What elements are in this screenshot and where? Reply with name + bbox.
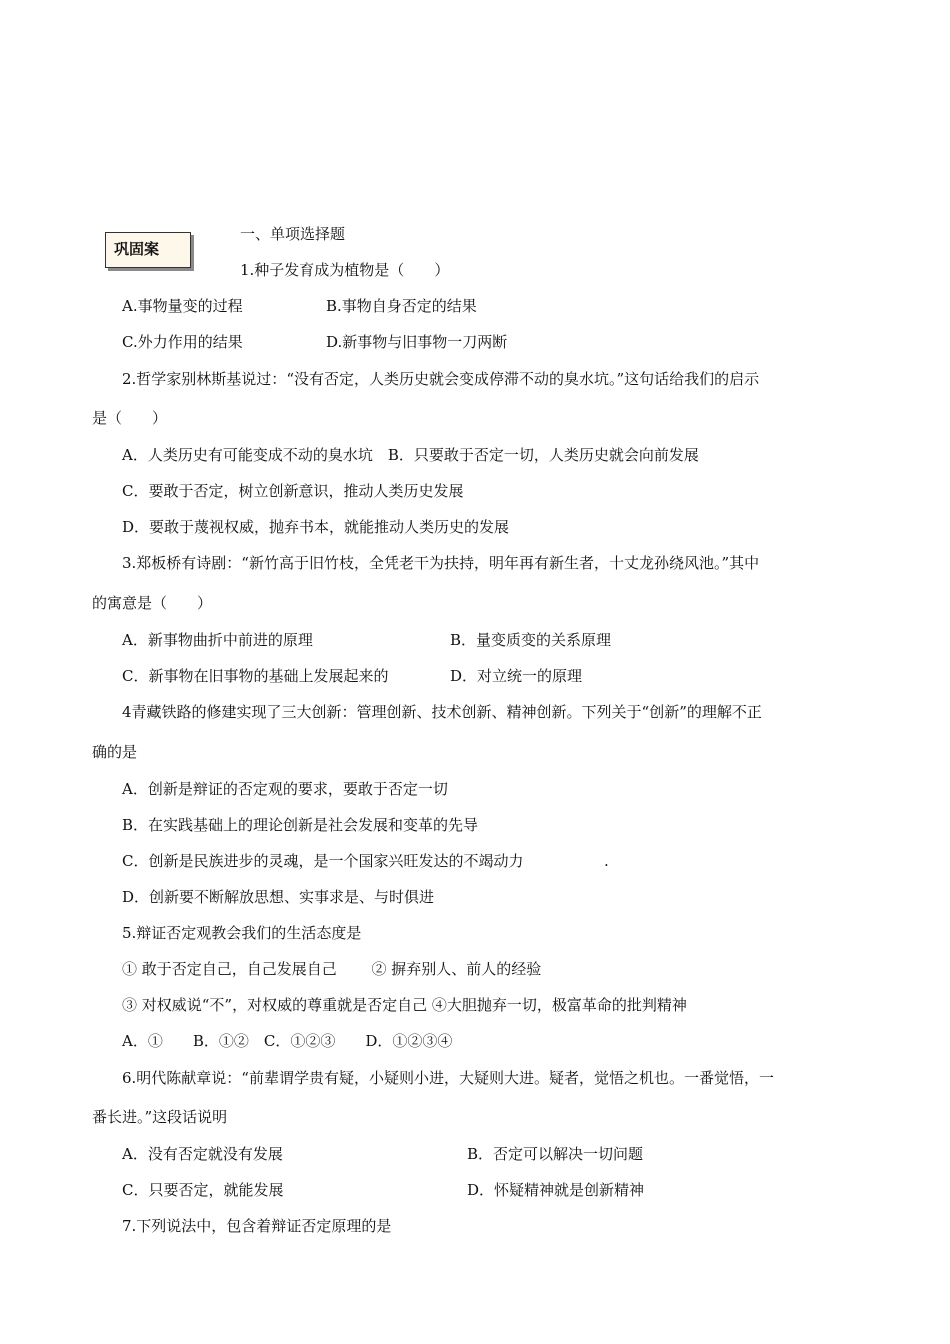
q5-statements-1-2: ① 敢于否定自己，自己发展自己 ② 摒弃别人、前人的经验 (122, 960, 542, 978)
q6-option-b: B．否定可以解决一切问题 (467, 1145, 644, 1163)
q4-option-c-dot: . (604, 852, 609, 870)
q5-statements-3-4: ③ 对权威说“不”，对权威的尊重就是否定自己 ④大胆抛弃一切，极富革命的批判精神 (122, 996, 687, 1014)
q5-options: A．① B．①② C．①②③ D．①②③④ (122, 1032, 453, 1050)
q3-option-c: C．新事物在旧事物的基础上发展起来的 (122, 667, 389, 685)
q1-option-a: A.事物量变的过程 (122, 297, 243, 315)
q3-option-a: A．新事物曲折中前进的原理 (122, 631, 313, 649)
q4-option-d: D．创新要不断解放思想、实事求是、与时俱进 (122, 888, 435, 906)
q2-stem-line1: 2.哲学家别林斯基说过：“没有否定，人类历史就会变成停滞不动的臭水坑。”这句话给我们的启示 (122, 370, 760, 388)
consolidation-badge: 巩固案 (105, 232, 191, 268)
q5-stem: 5.辩证否定观教会我们的生活态度是 (122, 924, 362, 942)
q6-option-c: C．只要否定，就能发展 (122, 1181, 284, 1199)
q1-stem: 1.种子发育成为植物是（ ） (240, 261, 450, 279)
q2-option-d: D．要敢于蔑视权威，抛弃书本，就能推动人类历史的发展 (122, 518, 510, 536)
q3-option-d: D．对立统一的原理 (450, 667, 583, 685)
q7-stem: 7.下列说法中，包含着辩证否定原理的是 (122, 1217, 392, 1235)
q3-option-b: B．量变质变的关系原理 (450, 631, 612, 649)
q4-stem-line1: 4青藏铁路的修建实现了三大创新：管理创新、技术创新、精神创新。下列关于“创新”的理解不正 (122, 703, 762, 721)
q2-stem-line2: 是（ ） (92, 409, 168, 427)
q6-option-d: D．怀疑精神就是创新精神 (467, 1181, 645, 1199)
q2-option-c: C．要敢于否定，树立创新意识，推动人类历史发展 (122, 482, 464, 500)
q1-option-b: B.事物自身否定的结果 (326, 297, 477, 315)
q3-stem-line1: 3.郑板桥有诗剧：“新竹高于旧竹枝，全凭老干为扶持，明年再有新生者，十丈龙孙绕风池。”其中 (122, 554, 760, 572)
q6-stem-line1: 6.明代陈献章说：“前辈谓学贵有疑，小疑则小进，大疑则大进。疑者，觉悟之机也。一番觉悟，一 (122, 1069, 774, 1087)
q4-option-b: B．在实践基础上的理论创新是社会发展和变革的先导 (122, 816, 479, 834)
q1-option-c: C.外力作用的结果 (122, 333, 243, 351)
q6-stem-line2: 番长进。”这段话说明 (92, 1108, 228, 1126)
section-title: 一、单项选择题 (240, 225, 346, 243)
q2-option-ab: A．人类历史有可能变成不动的臭水坑 B．只要敢于否定一切，人类历史就会向前发展 (122, 446, 699, 464)
q4-option-c: C．创新是民族进步的灵魂，是一个国家兴旺发达的不竭动力 (122, 852, 524, 870)
q4-stem-line2: 确的是 (92, 743, 138, 761)
q1-option-d: D.新事物与旧事物一刀两断 (326, 333, 508, 351)
q4-option-a: A．创新是辩证的否定观的要求，要敢于否定一切 (122, 780, 448, 798)
q3-stem-line2: 的寓意是（ ） (92, 594, 213, 612)
q6-option-a: A．没有否定就没有发展 (122, 1145, 283, 1163)
